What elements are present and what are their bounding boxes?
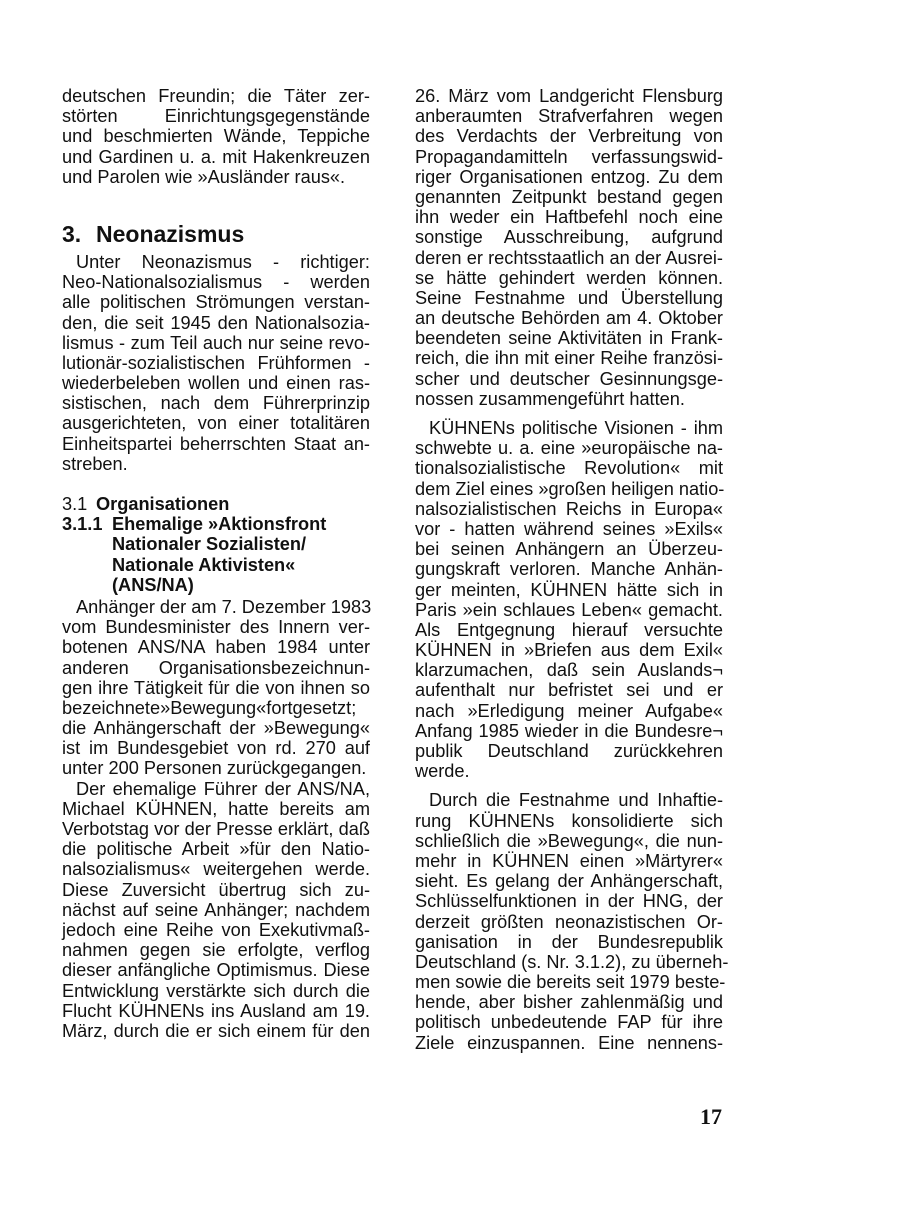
text-line: ihn weder ein Haftbefehl noch eine xyxy=(415,207,723,228)
text-line: derzeit größten neonazistischen Or- xyxy=(415,911,723,932)
text-line: Ziele einzuspannen. Eine nennens- xyxy=(415,1032,723,1053)
text-line: aufenthalt nur befristet sei und er xyxy=(415,680,723,701)
text-line: Deutschland (s. Nr. 3.1.2), zu überneh- xyxy=(415,951,729,972)
text-line: tionalsozialistische Revolution« mit xyxy=(415,458,723,479)
text-line: Propagandamitteln verfassungswid- xyxy=(415,146,723,167)
text-line: Unter Neonazismus - richtiger: xyxy=(76,251,370,272)
left-column xyxy=(62,86,370,1041)
text-line: vor - hatten während seines »Exils« xyxy=(415,518,723,539)
text-line: jedoch eine Reihe von Exekutivmaß- xyxy=(62,919,370,940)
text-line: bei seinen Anhängern an Überzeu- xyxy=(415,539,723,560)
text-line: dieser anfängliche Optimismus. Diese xyxy=(62,960,370,981)
text-line: deutschen Freundin; die Täter zer- xyxy=(62,86,370,106)
text-line: Als Entgegnung hierauf versuchte xyxy=(415,619,723,640)
section-title: Neonazismus xyxy=(96,220,245,247)
text-line: sieht. Es gelang der Anhängerschaft, xyxy=(415,871,723,892)
subsubsection-title-line: Ehemalige »Aktionsfront xyxy=(112,514,327,535)
text-line: Anhänger der am 7. Dezember 1983 xyxy=(76,596,372,617)
paragraph xyxy=(62,779,370,1041)
text-line: ausgerichteten, von einer totalitären xyxy=(62,413,370,434)
page-number: 17 xyxy=(700,1104,722,1129)
text-line: lismus - zum Teil auch nur seine revo- xyxy=(62,332,370,353)
subsection-title: Organisationen xyxy=(96,494,230,514)
text-line: Entwicklung verstärkte sich durch die xyxy=(62,980,370,1001)
text-line: März, durch die er sich einem für den xyxy=(62,1020,370,1041)
subsection-number: 3.1 xyxy=(62,494,88,514)
text-line: politisch unbedeutende FAP für ihre xyxy=(415,1012,723,1033)
text-line: men sowie die bereits seit 1979 beste- xyxy=(415,972,726,993)
subsubsection-title-line: (ANS/NA) xyxy=(112,574,194,595)
section-heading xyxy=(62,221,370,248)
text-line: und Gardinen u. a. mit Hakenkreuzen xyxy=(62,146,370,167)
text-line: wiederbeleben wollen und einen ras- xyxy=(62,373,370,394)
text-line: deren er rechtsstaatlich an der Ausrei- xyxy=(415,247,723,268)
text-line: scher und deutscher Gesinnungsge- xyxy=(415,368,723,389)
text-line: beendeten seine Aktivitäten in Frank- xyxy=(415,328,723,349)
text-line: Flucht KÜHNENs ins Ausland am 19. xyxy=(62,1000,370,1021)
text-line: Seine Festnahme und Überstellung xyxy=(415,287,723,308)
text-line: gen ihre Tätigkeit für die von ihnen so xyxy=(62,677,370,698)
text-line: unter 200 Personen zurückgegangen. xyxy=(62,758,367,779)
text-line: des Verdachts der Verbreitung von xyxy=(415,126,723,147)
text-line: hende, aber bisher zahlenmäßig und xyxy=(415,992,723,1013)
text-line: sistischen, nach dem Führerprinzip xyxy=(62,393,370,414)
subsection-heading xyxy=(62,494,370,514)
text-line: reich, die ihn mit einer Reihe französi- xyxy=(415,348,723,369)
text-line: und beschmierten Wände, Teppiche xyxy=(62,126,370,147)
text-line: Schlüsselfunktionen in der HNG, der xyxy=(415,891,723,912)
paragraph xyxy=(62,597,370,779)
text-line: lutionär-sozialistischen Frühformen - xyxy=(62,352,370,373)
text-line: nalsozialistischen Reichs in Europa« xyxy=(415,498,723,519)
text-line: den, die seit 1945 den Nationalsozia- xyxy=(62,312,370,333)
section-paragraph xyxy=(62,252,370,474)
text-line: ist im Bundesgebiet von rd. 270 auf xyxy=(62,738,370,759)
text-line: KÜHNENs politische Visionen - ihm xyxy=(429,418,723,438)
text-line: KÜHNEN in »Briefen aus dem Exil« xyxy=(415,640,723,661)
intro-paragraph xyxy=(62,86,370,187)
text-line: und Parolen wie »Ausländer raus«. xyxy=(62,166,346,187)
text-line: bezeichnete»Bewegung«fortgesetzt; xyxy=(62,697,357,718)
text-line: vom Bundesminister des Innern ver- xyxy=(62,617,370,638)
text-line: se hätte gehindert werden können. xyxy=(415,267,723,288)
section-number: 3. xyxy=(62,220,82,247)
text-line: genannten Zeitpunkt bestand gegen xyxy=(415,186,723,207)
subsubsection-title-line: Nationale Aktivisten« xyxy=(112,554,296,575)
text-line: gungskraft verloren. Manche Anhän- xyxy=(415,559,723,580)
text-line: Der ehemalige Führer der ANS/NA, xyxy=(76,778,370,799)
text-line: die politische Arbeit »für den Natio- xyxy=(62,839,370,860)
text-line: mehr in KÜHNEN einen »Märtyrer« xyxy=(415,850,723,871)
text-line: Neo-Nationalsozialismus - werden xyxy=(62,272,370,293)
subsubsection-heading xyxy=(62,514,370,595)
text-line: Anfang 1985 wieder in die Bundesre¬ xyxy=(415,720,723,741)
text-line: alle politischen Strömungen verstan- xyxy=(62,292,370,313)
paragraph xyxy=(415,418,723,781)
text-line: anberaumten Strafverfahren wegen xyxy=(415,106,723,127)
text-line: nossen zusammengeführt hatten. xyxy=(415,388,685,409)
text-line: anderen Organisationsbezeichnun- xyxy=(62,657,370,678)
text-line: die Anhängerschaft der »Bewegung« xyxy=(62,718,370,739)
text-line: Paris »ein schlaues Leben« gemacht. xyxy=(415,599,723,620)
text-line: Michael KÜHNEN, hatte bereits am xyxy=(62,798,370,819)
text-line: riger Organisationen entzog. Zu dem xyxy=(415,166,723,187)
text-line: nalsozialismus« weitergehen werde. xyxy=(62,859,370,880)
text-line: publik Deutschland zurückkehren xyxy=(415,741,723,761)
text-line: Verbotstag vor der Presse erklärt, daß xyxy=(62,819,370,840)
text-line: Durch die Festnahme und Inhaftie- xyxy=(429,790,723,811)
text-line: nach »Erledigung meiner Aufgabe« xyxy=(415,700,723,721)
text-line: ganisation in der Bundesrepublik xyxy=(415,931,723,952)
text-line: nächst auf seine Anhänger; nachdem xyxy=(62,899,370,920)
paragraph xyxy=(415,790,729,1053)
text-line: 26. März vom Landgericht Flensburg xyxy=(415,86,723,106)
text-line: Einheitspartei beherrschten Staat an- xyxy=(62,433,370,454)
text-line: Diese Zuversicht übertrug sich zu- xyxy=(62,879,370,900)
text-line: an deutsche Behörden am 4. Oktober xyxy=(415,308,723,329)
text-line: werde. xyxy=(415,761,470,782)
text-line: schwebte u. a. eine »europäische na- xyxy=(415,438,723,459)
text-line: ger meinten, KÜHNEN hätte sich in xyxy=(415,579,723,600)
text-line: schließlich die »Bewegung«, die nun- xyxy=(415,830,723,851)
right-column xyxy=(415,86,729,1053)
subsubsection-number: 3.1.1 xyxy=(62,514,103,535)
text-line: rung KÜHNENs konsolidierte sich xyxy=(415,810,723,831)
text-line: störten Einrichtungsgegenstände xyxy=(62,106,370,127)
text-line: streben. xyxy=(62,453,128,474)
subsubsection-title-line: Nationaler Sozialisten/ xyxy=(112,534,307,555)
text-line: sonstige Ausschreibung, aufgrund xyxy=(415,227,723,248)
paragraph xyxy=(415,86,723,409)
text-line: klarzumachen, daß sein Auslands¬ xyxy=(415,660,723,681)
text-line: botenen ANS/NA haben 1984 unter xyxy=(62,637,370,658)
text-line: dem Ziel eines »großen heiligen natio- xyxy=(415,478,725,499)
text-line: nahmen gegen sie erfolgte, verflog xyxy=(62,940,370,961)
